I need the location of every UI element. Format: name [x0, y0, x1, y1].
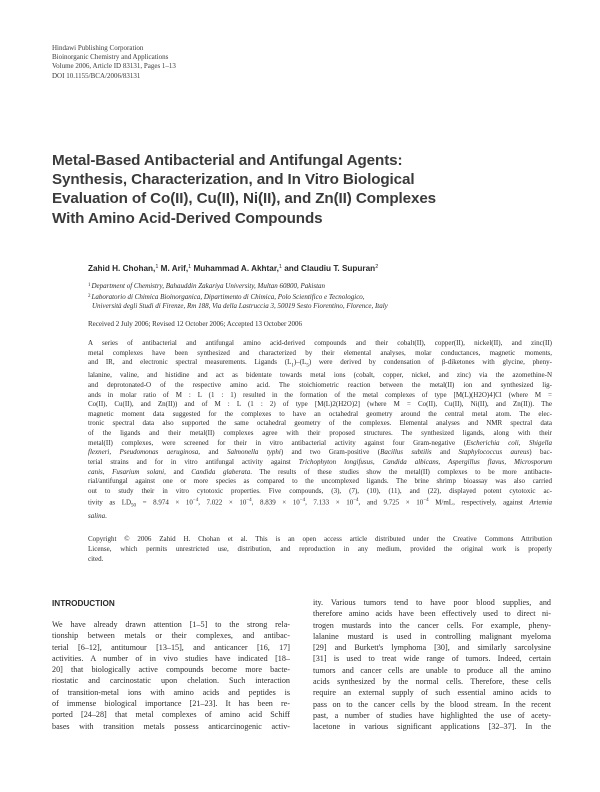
doi-line: DOI 10.1155/BCA/2006/83131 — [52, 71, 141, 80]
journal-header — [52, 44, 176, 81]
species-name: Bacillus subtilis — [380, 448, 432, 457]
author-affiliation-mark: 1 — [188, 264, 192, 270]
abstract-line: ands in molar ratio of M : L (1 : 1) resulted in the formation of the metal complexes of type [M(L)(H2O)4]Cl (where M = — [88, 390, 552, 399]
volume-line: Volume 2006, Article ID 83131, Pages 1–13 — [52, 62, 176, 71]
text-run: . The results of these studies show the metal(II) complexes to be more antibacte- — [250, 467, 552, 476]
body-line: [31] is used to treat wide range of tumors. Indeed, certain — [313, 654, 551, 664]
body-line: acids synthesized by the normal cells. Therefore, these cells — [313, 677, 551, 687]
abstract-line — [88, 496, 552, 511]
abstract-line: and deprotonated-O of the respective amino acid. The stoichiometric reaction between the metal(II) ion and synthesized lig- — [88, 380, 552, 389]
text-run: . — [105, 511, 107, 520]
article-title — [52, 151, 552, 228]
journal-name: Bioinorganic Chemistry and Applications — [52, 53, 169, 62]
title-line-3: Evaluation of Co(II), Cu(II), Ni(II), and Zn(II) Complexes — [52, 190, 437, 208]
copyright-line: Copyright © 2006 Zahid H. Chohan et al. This is an open access article distributed under the Creative Commons Attribution — [88, 535, 552, 543]
text-run: = 8.974 × 10 — [136, 498, 193, 507]
copyright-line: cited. — [88, 554, 104, 563]
body-line: therefore amino acids have been effectively used to direct ni- — [313, 609, 551, 619]
text-run: and — [200, 448, 227, 457]
affiliation-1 — [88, 281, 388, 292]
abstract — [88, 339, 552, 521]
body-line: ported [24–28] that metal complexes of amino acid Schiff — [52, 710, 290, 720]
section-heading-introduction: INTRODUCTION — [52, 599, 115, 608]
text-run: tivity as LD — [88, 498, 132, 507]
abstract-line — [88, 448, 552, 458]
abstract-line: magnetic moment data suggested for the complexes to have an octahedral geometry around the central metal atom. The elec- — [88, 409, 552, 418]
author-list — [88, 264, 378, 273]
body-line: tionship between metals or their complexes, and antibac- — [52, 631, 290, 641]
superscript: −4 — [299, 498, 306, 504]
body-line: terial [6–12], antitumour [13–15], and anticancer [16, 17] — [52, 642, 290, 652]
abstract-line: lalanine, valine, and histidine and act as bidentate towards metal ions (cobalt, copper, nickel, and zinc) via the azomethine-N — [88, 371, 552, 380]
affiliation-2-cont: Università degli Studi di Firenze, Rm 188, Via della Lastruccia 3, 50019 Sesto Fiorentino, Florence, Italy — [92, 302, 388, 311]
abstract-line — [88, 458, 552, 468]
abstract-line: out to study their in vitro cytotoxic properties. Five compounds, (3), (7), (10), (11), and (22), displayed potent cytotoxic ac- — [88, 486, 552, 495]
species-name: Staphylococcus aureus — [458, 448, 530, 457]
text-run: , 8.839 × 10 — [251, 498, 300, 507]
author-name: Zahid H. Chohan, — [88, 264, 156, 273]
body-line: trogen mustards into the cancer cells. For example, pheny- — [313, 620, 551, 630]
abstract-line — [88, 439, 552, 449]
species-name: Escherichia coli, Shigella — [466, 438, 552, 447]
species-name: Trichophyton longifusus, Candida albicans, Aspergillus flavus, Microsporum — [298, 457, 552, 466]
title-line-4: With Amino Acid-Derived Compounds — [52, 209, 323, 227]
body-line: of transition-metal ions with amino acids and peptides is — [52, 687, 290, 697]
title-line-2: Synthesis, Characterization, and In Vitro Biological — [52, 171, 415, 189]
abstract-line: of the ligands and their metal(II) complexes agree with their proposed structures. The synthesized ligands, along with their — [88, 429, 552, 438]
text-run: M/mL, respectively, against — [428, 498, 530, 507]
abstract-line — [88, 468, 552, 478]
abstract-line — [88, 358, 552, 371]
body-line: past, a number of studies have highlighted the use of acety- — [313, 710, 551, 720]
body-line: [29] and Burkett's lymphoma [30], and similarly sarcolysine — [313, 643, 551, 653]
body-line: lacetone in various significant applications [32–37]. In the — [313, 722, 551, 732]
superscript: −4 — [246, 498, 252, 504]
species-name: salina — [88, 511, 106, 520]
body-line: ity. Various tumors tend to have poor blood supplies, and — [313, 598, 551, 607]
species-name: Candida glaberata — [191, 467, 251, 476]
affiliation-text: Department of Chemistry, Bahauddin Zakariya University, Multan 60800, Pakistan — [91, 282, 326, 290]
copyright-line: License, which permits unrestricted use, distribution, and reproduction in any medium, provided the original work is properly — [88, 544, 552, 553]
species-name: Salmonella typhi — [226, 448, 281, 457]
copyright-notice — [88, 535, 552, 564]
title-line-1: Metal-Based Antibacterial and Antifungal Agents: — [52, 152, 403, 169]
author-name: Muhammad A. Akhtar, — [193, 264, 279, 273]
author-affiliation-mark: 1 — [278, 264, 282, 270]
body-column-left — [52, 619, 290, 732]
author-affiliation-mark: 2 — [375, 264, 379, 270]
species-name: canis, Fusarium solani, — [88, 467, 166, 476]
text-run: ) bac- — [529, 448, 553, 457]
body-line: require an external supply of such essential amino acids to — [313, 688, 551, 698]
received-dates: Received 2 July 2006; Revised 12 October 2006; Accepted 13 October 2006 — [88, 320, 303, 328]
text-run: and — [431, 448, 459, 457]
abstract-line: Co(II), Cu(II), and Zn(II)) and of M : L (1 : 2) of type [M(L)2(H2O)2] (where M = Co(II), Cu(II), Ni(II), and Zn(II)). The — [88, 400, 552, 409]
author-affiliation-mark: 1 — [155, 264, 159, 270]
body-line: We have already drawn attention [1–5] to the strong rela- — [52, 620, 290, 629]
body-line: tumors and cancer cells are unable to produce all the amino — [313, 665, 551, 675]
subscript: 50 — [131, 504, 137, 510]
superscript: −4 — [423, 498, 429, 504]
body-line: lalanine mustard is used in controlling malignant myeloma — [313, 631, 551, 641]
superscript: −4 — [353, 498, 359, 504]
publisher-line: Hindawi Publishing Corporation — [52, 44, 144, 52]
text-run: and IR, and electronic spectral measurements. Ligands (L — [88, 358, 292, 367]
abstract-line: tronic spectral data also supported the same octahedral geometry of the complexes. Elemental analyses and NMR spectral data — [88, 419, 552, 428]
species-name: flexneri, Pseudomonas aeruginosa, — [88, 448, 201, 457]
body-line: bases with transition metals possess anticarcinogenic activ- — [52, 721, 290, 731]
affiliation-2 — [88, 292, 388, 303]
abstract-line — [88, 512, 552, 522]
text-run: )–(L — [293, 358, 307, 367]
body-line: pass on to the cancer cells by the blood stream. In the recent — [313, 699, 551, 709]
affiliation-mark: 1 — [88, 283, 91, 288]
text-run: , 7.133 × 10 — [305, 498, 354, 507]
text-run: metal(II) complexes, were screened for their in vitro antibacterial activity against four Gram-negative ( — [88, 438, 467, 447]
abstract-line: metal complexes have been synthesized and characterized by their elemental analyses, molar conductances, magnetic moments, — [88, 348, 552, 357]
affiliations — [88, 281, 388, 312]
body-column-right — [313, 597, 551, 733]
affiliation-mark: 2 — [88, 293, 91, 299]
abstract-line: rial/antifungal against one or more species as compared to the uncomplexed ligands. The brine shrimp bioassay was also carried — [88, 477, 552, 486]
text-run: ) and two Gram-positive ( — [280, 448, 381, 457]
subscript: 5 — [306, 363, 309, 369]
text-run: , and 9.725 × 10 — [358, 498, 424, 507]
text-run: ) were derived by condensation of β-diketones with glycine, pheny- — [308, 358, 552, 367]
body-line: 20] that biologically active compounds become more bacte- — [52, 665, 290, 675]
abstract-line: A series of antibacterial and antifungal amino acid-derived compounds and their cobalt(II), copper(II), nickel(II), and zinc(II) — [88, 339, 552, 347]
body-line: activities. A number of in vivo studies have indicated [18– — [52, 653, 290, 663]
author-name: and Claudiu T. Supuran — [284, 264, 376, 273]
author-name: M. Arif, — [160, 264, 189, 273]
superscript: −4 — [192, 498, 199, 504]
affiliation-text: Laboratorio di Chimica Bioinorganica, Dipartimento di Chimica, Polo Scientifico e Tecnologico, — [91, 292, 365, 301]
text-run: terial strains and for in vitro antifungal activity against — [88, 457, 299, 466]
subscript: 1 — [291, 363, 294, 369]
text-run: and — [165, 467, 192, 476]
body-line: riostatic and carcinostatic upon chelation. Such interaction — [52, 676, 290, 686]
text-run: , 7.022 × 10 — [198, 498, 247, 507]
body-line: of immense biological importance [21–23]. It has been re- — [52, 699, 290, 709]
species-name: Artemia — [529, 498, 552, 507]
